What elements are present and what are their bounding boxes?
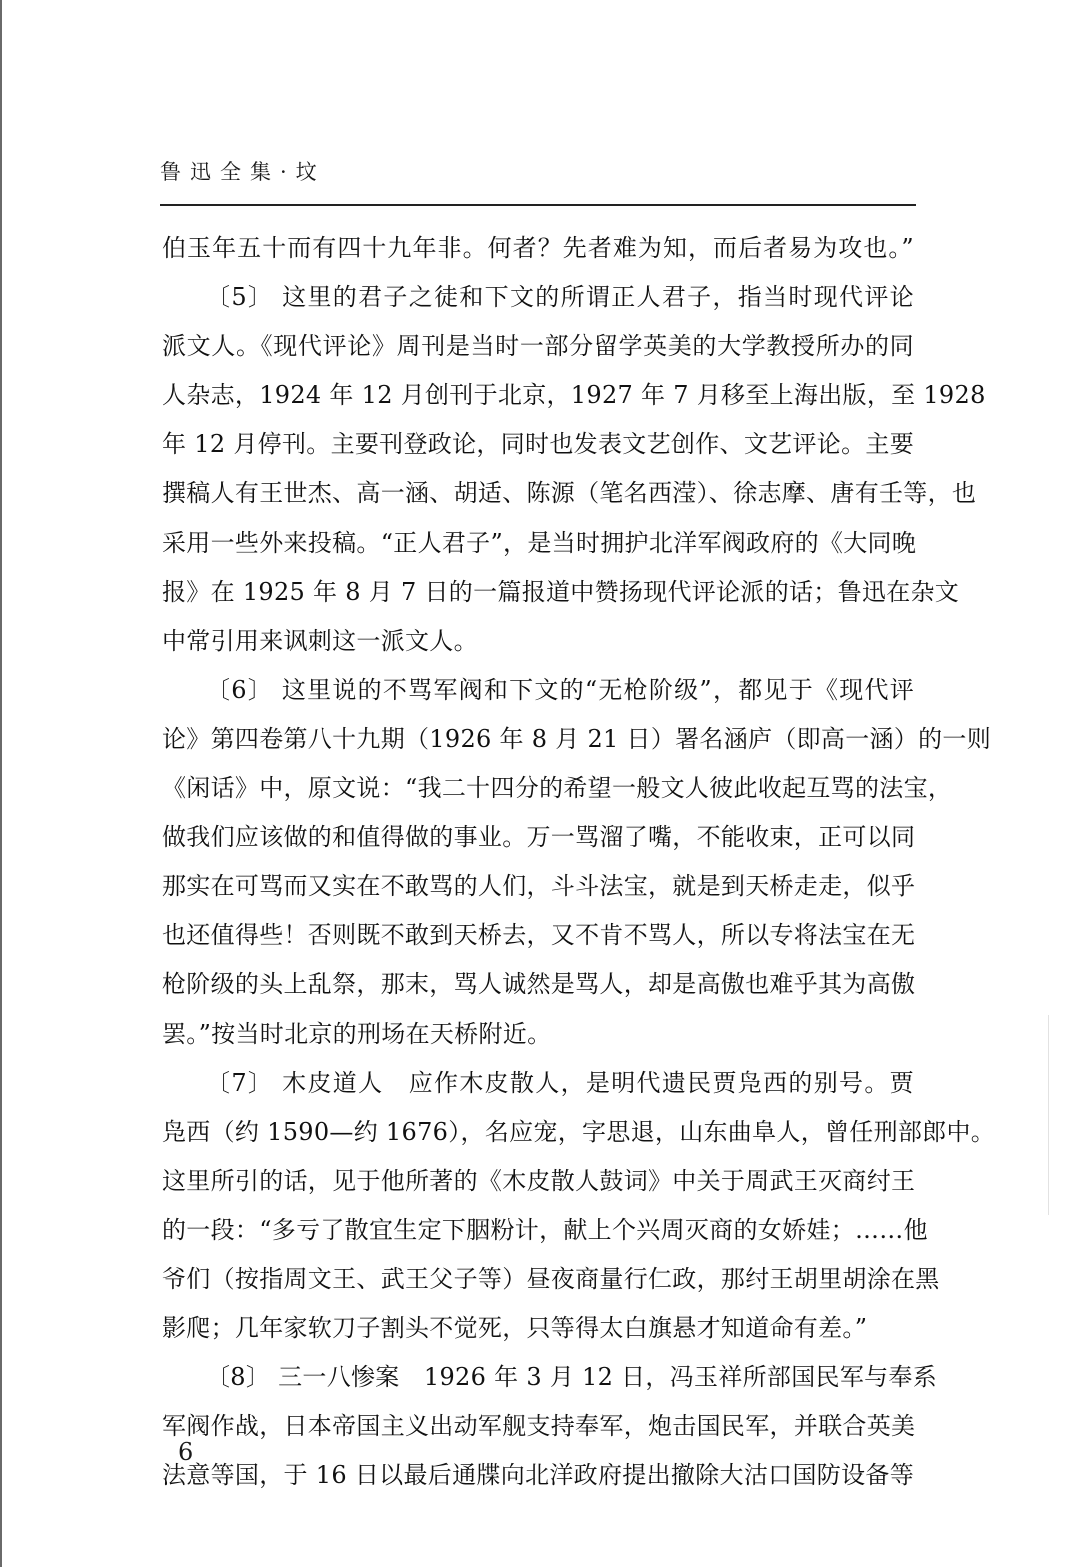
text-line: 撰稿人有王世杰、高一涵、胡适、陈源（笔名西滢）、徐志摩、唐有壬等，也 [162,479,977,508]
text-line: 人杂志，1924 年 12 月创刊于北京，1927 年 7 月移至上海出版，至 1928 [162,381,986,410]
text-line: 罢。”按当时北京的刑场在天桥附近。 [162,1019,552,1048]
page-number: 6 [178,1438,194,1466]
note-5-start: 〔5〕 这里的君子之徒和下文的所谓正人君子，指当时现代评论 [206,283,914,312]
scan-margin-mark [1048,1015,1049,1215]
text-line: 中常引用来讽刺这一派文人。 [162,626,478,655]
text-line: 军阀作战，日本帝国主义出动军舰支持奉军，炮击国民军，并联合英美 [162,1412,916,1441]
text-line: 伯玉年五十而有四十九年非。何者？先者难为知，而后者易为攻也。” [162,234,914,262]
text-line: 凫西（约 1590—约 1676），名应宠，字思退，山东曲阜人，曾任刑部郎中。 [162,1117,996,1146]
text-line: 也还值得些！否则既不敢到天桥去，又不肯不骂人，所以专将法宝在无 [162,921,916,950]
text-line: 爷们（按指周文王、武王父子等）昼夜商量行仁政，那纣王胡里胡涂在黑 [162,1264,940,1293]
note-7-start: 〔7〕 木皮道人 应作木皮散人，是明代遗民贾凫西的别号。贾 [206,1068,914,1097]
scan-border [0,0,2,1567]
running-header: 鲁迅全集·坟 [160,160,326,184]
note-6-start: 〔6〕 这里说的不骂军阀和下文的“无枪阶级”，都见于《现代评 [206,675,914,704]
text-line: 的一段：“多亏了散宜生定下胭粉计，献上个兴周灭商的女娇娃；……他 [162,1215,928,1244]
note-text-body [162,224,996,1500]
text-line: 做我们应该做的和值得做的事业。万一骂溜了嘴，不能收束，正可以同 [162,823,916,852]
text-line: 那实在可骂而又实在不敢骂的人们，斗斗法宝，就是到天桥走走，似乎 [162,872,916,901]
text-line: 采用一些外来投稿。“正人君子”，是当时拥护北洋军阀政府的《大同晚 [162,528,917,557]
header-rule [160,204,916,206]
text-line: 枪阶级的头上乱祭，那末，骂人诚然是骂人，却是高傲也难乎其为高傲 [162,970,916,999]
text-line: 派文人。《现代评论》周刊是当时一部分留学英美的大学教授所办的同 [162,332,914,361]
text-line: 报》在 1925 年 8 月 7 日的一篇报道中赞扬现代评论派的话；鲁迅在杂文 [162,577,960,606]
text-line: 年 12 月停刊。主要刊登政论，同时也发表文艺创作、文艺评论。主要 [162,430,914,459]
text-line: 影爬；几年家软刀子割头不觉死，只等得太白旗悬才知道命有差。” [162,1314,868,1343]
text-line: 论》第四卷第八十九期（1926 年 8 月 21 日）署名涵庐（即高一涵）的一则 [162,724,992,753]
text-line: 这里所引的话，见于他所著的《木皮散人鼓词》中关于周武王灭商纣王 [162,1166,916,1195]
text-line: 《闲话》中，原文说：“我二十四分的希望一般文人彼此收起互骂的法宝， [162,774,953,803]
note-8-start: 〔8〕 三一八惨案 1926 年 3 月 12 日，冯玉祥所部国民军与奉系 [206,1363,938,1392]
text-line: 法意等国，于 16 日以最后通牒向北洋政府提出撤除大沽口国防设备等 [162,1461,914,1490]
